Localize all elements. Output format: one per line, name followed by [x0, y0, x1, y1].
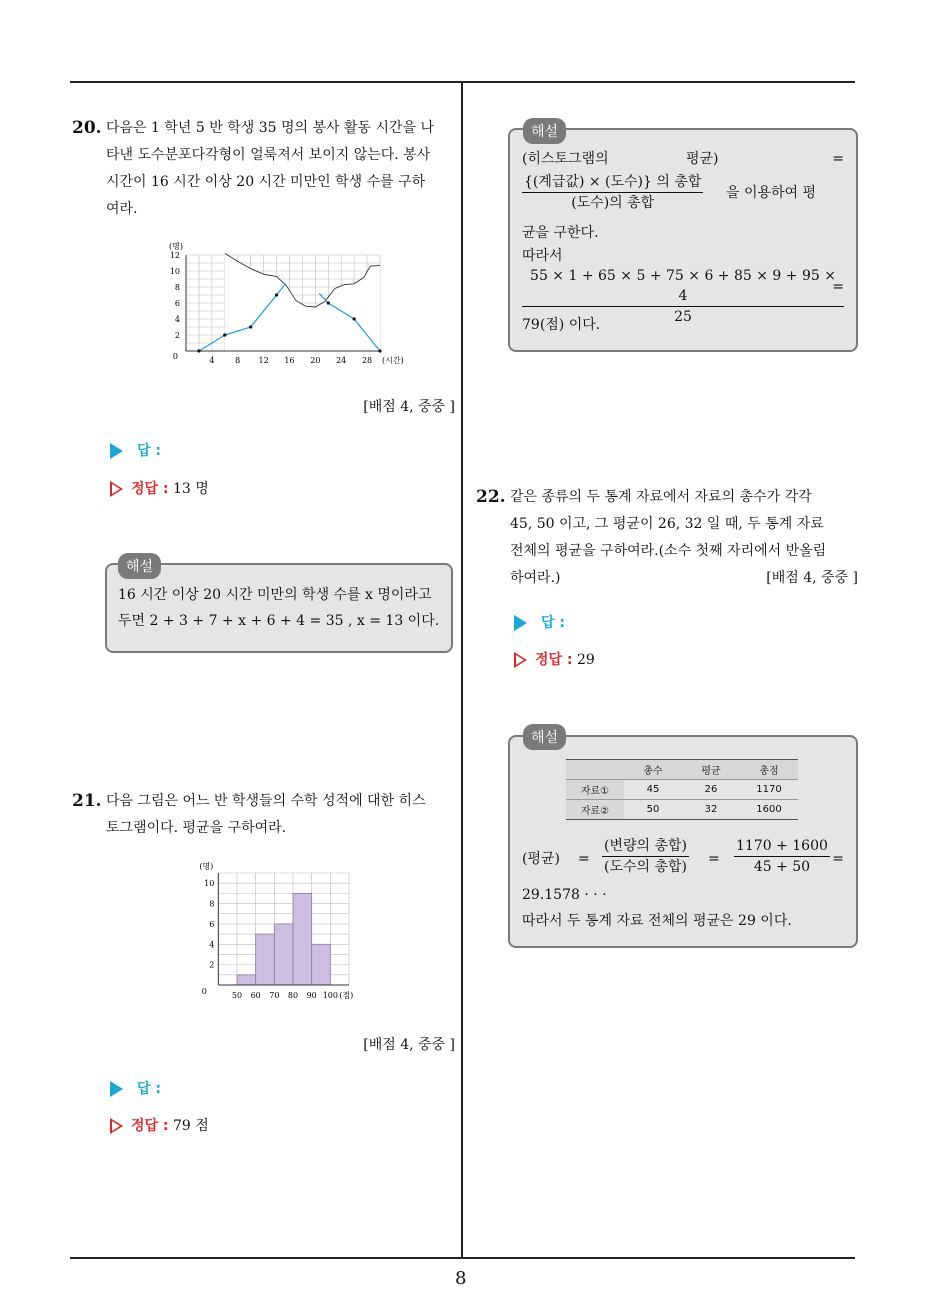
- explanation-text: 29.1578 · · ·: [522, 887, 607, 903]
- bottom-rule: [70, 1257, 855, 1259]
- q21-text: [106, 788, 456, 842]
- q22-explanation-text: [522, 836, 844, 934]
- explanation-text: 을 이용하여 평: [726, 185, 817, 201]
- table-cell: 자료①: [566, 780, 624, 800]
- y-unit-label: (명): [199, 862, 214, 871]
- correct-label: 정답 :: [131, 1118, 169, 1134]
- answer-label: 답 :: [137, 443, 161, 459]
- q22-stats-table: [566, 759, 798, 820]
- data-point: [353, 317, 356, 320]
- table-cell: 자료②: [566, 800, 624, 820]
- table-cell: 26: [682, 780, 740, 800]
- q20-line: 여라.: [106, 201, 138, 217]
- x-tick-label: 100: [322, 991, 338, 1000]
- q20-line: 시간이 16 시간 이상 20 시간 미만인 학생 수를 구하: [106, 174, 426, 190]
- histogram-bar: [274, 924, 293, 985]
- x-tick-label: 90: [306, 991, 317, 1000]
- table-cell: 45: [624, 780, 682, 800]
- answer-label: 답 :: [541, 615, 565, 631]
- correct-label: 정답 :: [535, 652, 573, 668]
- histogram-bar: [312, 944, 331, 985]
- correct-value: 29: [576, 652, 595, 668]
- q21-histogram: [195, 852, 375, 1012]
- correct-value: 79 점: [172, 1118, 209, 1134]
- data-point: [327, 301, 330, 304]
- table-cell: 50: [624, 800, 682, 820]
- q20-score: [배점 4, 중중 ]: [363, 399, 455, 415]
- correct-label: 정답 :: [131, 481, 169, 497]
- explanation-text: 평균): [686, 151, 719, 167]
- q21-correct-row: [110, 1115, 209, 1135]
- table-header-row: [566, 760, 798, 780]
- q22-line: 45, 50 이고, 그 평균이 26, 32 일 때, 두 통계 자료: [510, 516, 824, 532]
- q21-number: 21.: [72, 791, 102, 811]
- y-tick-label: 6: [209, 919, 215, 929]
- fraction: [734, 836, 830, 877]
- q20-line: 다음은 1 학년 5 반 학생 35 명의 봉사 활동 시간을 나: [106, 120, 435, 136]
- q20-correct-row: [110, 478, 209, 498]
- explanation-text: 따라서: [522, 248, 563, 264]
- page-number: 8: [455, 1268, 467, 1289]
- equals-sign: =: [832, 851, 844, 867]
- q21-explanation-text: [522, 146, 844, 338]
- answer-arrow-icon: [514, 615, 527, 631]
- fraction-denominator: 45 + 50: [753, 859, 811, 875]
- y-unit-label: (명): [169, 242, 183, 251]
- explanation-text: 균을 구한다.: [522, 225, 599, 241]
- y-tick-label: 12: [169, 251, 180, 260]
- q22-line: 전체의 평균을 구하여라.(소수 첫째 자리에서 반올림: [510, 543, 827, 559]
- fraction: [522, 266, 844, 327]
- data-point: [249, 325, 252, 328]
- fraction-denominator: 25: [674, 309, 692, 325]
- fraction-numerator: 55 × 1 + 65 × 5 + 75 × 6 + 85 × 9 + 95 × 4: [522, 266, 844, 307]
- fraction-denominator: (도수)의 총합: [571, 195, 655, 211]
- y-tick-label: 2: [209, 960, 215, 970]
- q20-line: 타낸 도수분포다각형이 얼룩져서 보이지 않는다. 봉사: [106, 147, 431, 163]
- q20-frequency-polygon: [160, 236, 410, 371]
- origin-label: 0: [172, 352, 178, 361]
- x-tick-label: 4: [209, 356, 215, 365]
- table-cell: 1170: [740, 780, 798, 800]
- q21-line: 토그램이다. 평균을 구하여라.: [106, 820, 287, 836]
- q20-number: 20.: [72, 118, 102, 138]
- table-row: [566, 780, 798, 800]
- equals-sign: =: [578, 851, 590, 867]
- y-tick-label: 4: [209, 940, 215, 950]
- data-point: [378, 349, 381, 352]
- y-tick-label: 4: [174, 315, 180, 324]
- x-unit-label: (점): [339, 991, 354, 1000]
- q22-line: 하여라.): [510, 570, 561, 586]
- histogram-bar: [256, 934, 275, 985]
- x-tick-label: 16: [284, 356, 295, 365]
- answer-label: 답 :: [137, 1081, 161, 1097]
- fraction: [602, 836, 689, 877]
- x-tick-label: 70: [269, 991, 280, 1000]
- origin-label: 0: [201, 987, 207, 996]
- x-unit-label: (시간): [382, 356, 404, 365]
- fraction-denominator: (도수의 총합): [604, 859, 687, 875]
- histogram-bar: [293, 893, 312, 985]
- equals-sign: =: [832, 279, 844, 295]
- explanation-text: 79(점) 이다.: [522, 317, 601, 333]
- explanation-text: 따라서 두 통계 자료 전체의 평균은 29 이다.: [522, 913, 792, 929]
- table-row: [566, 800, 798, 820]
- q20-explanation-text: [118, 582, 439, 634]
- x-tick-label: 60: [250, 991, 261, 1000]
- table-header-cell: 총수: [624, 760, 682, 780]
- x-tick-label: 28: [361, 356, 373, 365]
- x-tick-label: 50: [231, 991, 243, 1000]
- explanation-text: (히스토그램의: [522, 151, 609, 167]
- explanation-line: 두면 2 + 3 + 7 + x + 6 + 4 = 35 , x = 13 이다.: [118, 613, 440, 629]
- q22-correct-row: [514, 649, 595, 669]
- explanation-tag: 해설: [523, 724, 566, 750]
- correct-arrow-icon: [514, 652, 527, 668]
- y-tick-label: 10: [204, 879, 215, 889]
- q22-number: 22.: [476, 487, 506, 507]
- correct-arrow-icon: [110, 1118, 123, 1134]
- q21-line: 다음 그림은 어느 반 학생들의 수학 성적에 대한 히스: [106, 793, 426, 809]
- equals-sign: =: [832, 151, 844, 167]
- y-tick-label: 2: [174, 331, 180, 340]
- fraction: [522, 172, 703, 213]
- fraction-numerator: {(계급값) × (도수)} 의 총합: [522, 172, 703, 193]
- x-tick-label: 24: [336, 356, 347, 365]
- table-header-cell: [566, 760, 624, 780]
- x-tick-label: 12: [258, 356, 269, 365]
- data-point: [275, 293, 278, 296]
- table-cell: 1600: [740, 800, 798, 820]
- x-tick-label: 8: [235, 356, 241, 365]
- equals-sign: =: [708, 851, 720, 867]
- x-tick-label: 20: [310, 356, 321, 365]
- histogram-bar: [237, 975, 256, 985]
- explanation-line: 16 시간 이상 20 시간 미만의 학생 수를 x 명이라고: [118, 587, 432, 603]
- q21-score: [배점 4, 중중 ]: [363, 1037, 455, 1053]
- q22-line: 같은 종류의 두 통계 자료에서 자료의 총수가 각각: [510, 489, 812, 505]
- y-tick-label: 6: [174, 299, 180, 308]
- explanation-tag: 해설: [118, 553, 161, 579]
- table-cell: 32: [682, 800, 740, 820]
- y-tick-label: 8: [209, 899, 215, 909]
- q22-score: [배점 4, 중중 ]: [766, 570, 858, 586]
- y-tick-label: 8: [174, 283, 180, 292]
- q20-answer-row[interactable]: [110, 440, 161, 460]
- table-header-cell: 총점: [740, 760, 798, 780]
- table-header-cell: 평균: [682, 760, 740, 780]
- y-tick-label: 10: [169, 267, 180, 276]
- fraction-numerator: (변량의 총합): [602, 836, 689, 857]
- x-tick-label: 80: [287, 991, 299, 1000]
- data-point: [197, 349, 200, 352]
- explanation-text: (평균): [522, 851, 560, 867]
- data-point: [223, 333, 226, 336]
- answer-arrow-icon: [110, 1081, 123, 1097]
- q22-answer-row[interactable]: [514, 612, 565, 632]
- correct-arrow-icon: [110, 481, 123, 497]
- fraction-numerator: 1170 + 1600: [734, 836, 830, 857]
- correct-value: 13 명: [172, 481, 209, 497]
- q21-answer-row[interactable]: [110, 1078, 161, 1098]
- answer-arrow-icon: [110, 443, 123, 459]
- explanation-tag: 해설: [523, 118, 566, 144]
- q20-text: [106, 115, 456, 223]
- column-divider: [461, 83, 463, 1258]
